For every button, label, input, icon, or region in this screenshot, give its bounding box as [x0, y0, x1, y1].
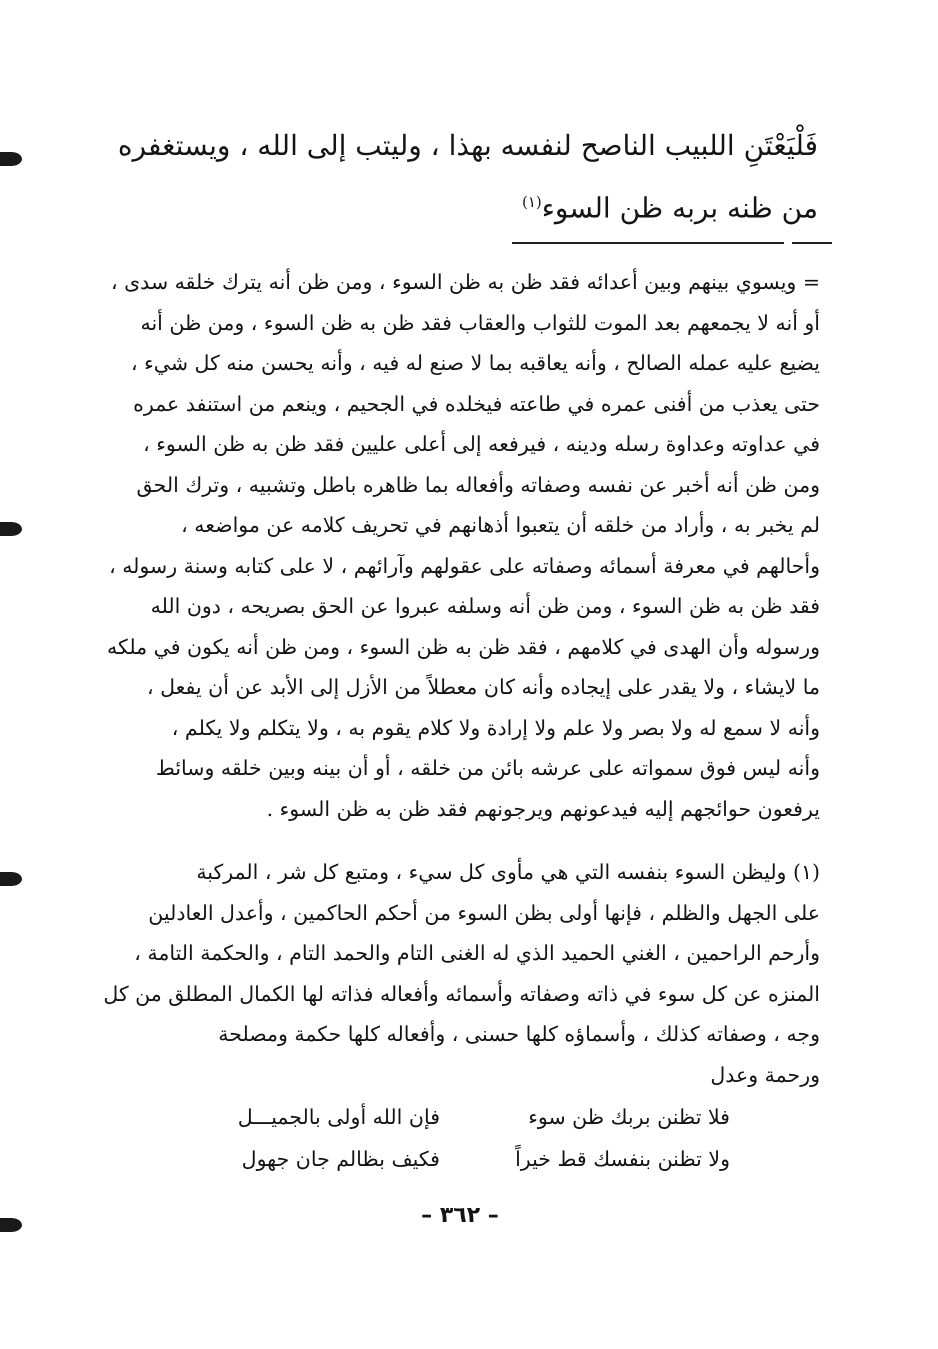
- scan-edge-mark: [0, 1218, 22, 1232]
- footnote-block: [100, 852, 820, 1095]
- main-line: [98, 174, 818, 236]
- notes-block: [100, 262, 820, 829]
- separator-rule-short: [792, 242, 832, 244]
- verse-first-hemistich: فلا تظنن بربك ظن سوء: [528, 1105, 730, 1129]
- verse-second-hemistich: فكيف بظالم جان جهول: [241, 1147, 440, 1171]
- note-line: ما لايشاء ، ولا يقدر على إيجاده وأنه كان معطلاً من الأزل إلى الأبد عن أن يفعل ،: [147, 675, 820, 699]
- note-line: ورسوله وأن الهدى في كلامهم ، فقد ظن به ظن السوء ، ومن ظن أنه يكون في ملكه: [107, 634, 820, 659]
- note-line: وأحالهم في معرفة أسمائه وصفاته على عقولهم وآرائهم ، لا على كتابه وسنة رسوله ،: [109, 553, 820, 578]
- note-line: ومن ظن أنه أخبر عن نفسه وصفاته وأفعاله بما ظاهره باطل وتشبيه ، وترك الحق: [136, 472, 820, 497]
- main-line: فَلْيَعْتَنِ اللبيب الناصح لنفسه بهذا ، وليتب إلى الله ، ويستغفره: [117, 129, 818, 162]
- poem-verse: [190, 1138, 730, 1180]
- footnote-marker: (١): [521, 193, 542, 211]
- footnote-line: المنزه عن كل سوء في ذاته وصفاته وأسمائه وأفعاله فذاته لها الكمال المطلق من كل: [103, 981, 820, 1006]
- note-line: في عداوته وعداوة رسله ودينه ، فيرفعه إلى أعلى عليين فقد ظن به ظن السوء ،: [143, 432, 820, 456]
- footnote-line: وجه ، وصفاته كذلك ، وأسماؤه كلها حسنى ، وأفعاله كلها حكمة ومصلحة: [218, 1022, 820, 1046]
- scan-edge-mark: [0, 152, 22, 166]
- verse-first-hemistich: ولا تظنن بنفسك قط خيراً: [515, 1147, 730, 1171]
- verse-second-hemistich: فإن الله أولى بالجميـــل: [237, 1105, 440, 1129]
- main-text: [98, 118, 818, 236]
- note-line: = ويسوي بينهم وبين أعدائه فقد ظن به ظن السوء ، ومن ظن أنه يترك خلقه سدى ،: [111, 270, 820, 294]
- poem-verse: [190, 1096, 730, 1138]
- note-line: يضيع عليه عمله الصالح ، وأنه يعاقبه بما لا صنع له فيه ، وأنه يحسن منه كل شيء ،: [130, 351, 820, 375]
- note-line: وأنه لا سمع له ولا بصر ولا علم ولا إرادة ولا كلام يقوم به ، ولا يتكلم ولا يكلم ،: [171, 715, 820, 740]
- note-line: أو أنه لا يجمعهم بعد الموت للثواب والعقاب فقد ظن به ظن السوء ، ومن ظن أنه: [140, 310, 820, 335]
- footnote-line: على الجهل والظلم ، فإنها أولى بظن السوء من أحكم الحاكمين ، وأعدل العادلين: [148, 900, 820, 925]
- note-line: يرفعون حوائجهم إليه فيدعونهم ويرجونهم فقد ظن به ظن السوء .: [266, 796, 820, 821]
- poem-verses: [190, 1096, 730, 1180]
- main-line-text: من ظنه بربه ظن السوء: [541, 191, 818, 225]
- note-line: فقد ظن به ظن السوء ، ومن ظن أنه وسلفه عبروا عن الحق بصريحه ، دون الله: [150, 594, 820, 618]
- page-number: – ٣٦٢ –: [421, 1203, 499, 1228]
- note-line: لم يخبر به ، وأراد من خلقه أن يتعبوا أذهانهم في تحريف كلامه عن مواضعه ،: [181, 513, 820, 537]
- note-line: وأنه ليس فوق سمواته على عرشه بائن من خلقه ، أو أن بينه وبين خلقه وسائط: [155, 756, 820, 780]
- footnote-line: (١) وليظن السوء بنفسه التي هي مأوى كل سيء ، ومتبع كل شر ، المركبة: [196, 860, 820, 884]
- footnote-line: ورحمة وعدل: [710, 1062, 820, 1087]
- note-line: حتى يعذب من أفنى عمره في طاعته فيخلده في الجحيم ، وينعم من استنفد عمره: [133, 391, 820, 416]
- footnote-line: وأرحم الراحمين ، الغني الحميد الذي له الغنى التام والحمد التام ، والحكمة التامة ،: [134, 941, 820, 965]
- separator-rule: [512, 242, 784, 244]
- scan-edge-mark: [0, 522, 22, 536]
- scan-edge-mark: [0, 872, 22, 886]
